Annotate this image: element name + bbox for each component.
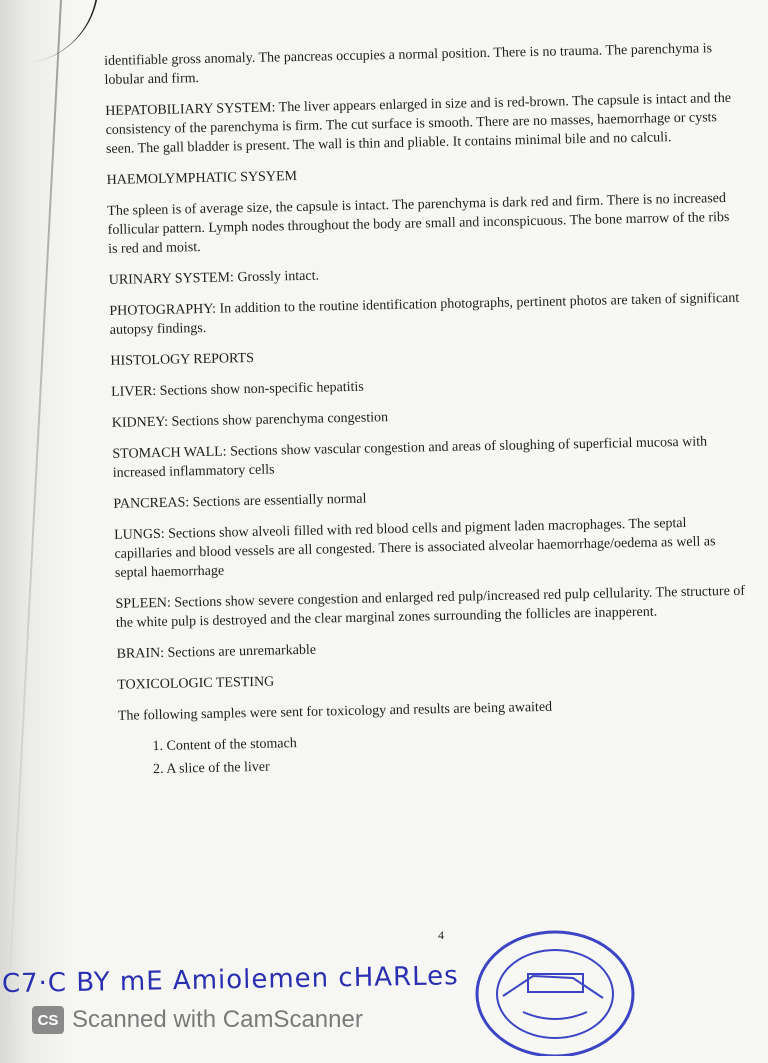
paragraph-spleen-gross: The spleen is of average size, the capsule is intact. The parenchyma is dark red and firm. There is no increased follicular pattern. Lymph nodes throughout the body are small and inconspicuous. The bone marrow of the ribs is red and moist. — [107, 191, 730, 257]
paragraph-brain-histology: BRAIN: Sections are unremarkable — [116, 642, 317, 662]
paragraph-pancreas-histology: PANCREAS: Sections are essentially normal — [113, 491, 367, 512]
list-item: 1. Content of the stomach — [152, 736, 297, 755]
paragraph-gross-anomaly: identifiable gross anomaly. The pancreas occupies a normal position. There is no trauma. The parenchyma is lobular and firm. — [104, 41, 713, 88]
page-number: 4 — [438, 928, 444, 942]
handwritten-certification: C7·C BY mE Amiolemen cHARLes — [1, 961, 459, 1000]
paragraph-lungs-histology: LUNGS: Sections show alveoli filled with red blood cells and pigment laden macrophages. The septal capillaries and blood vessels are all congested. There is associated alveolar haemorrhage/oedema as well as septal haemorrhage — [113, 515, 716, 581]
heading-histology: HISTOLOGY REPORTS — [110, 350, 255, 369]
paragraph-urinary: URINARY SYSTEM: Grossly intact. — [108, 268, 320, 288]
report-body — [104, 39, 749, 784]
toxicology-sample-list — [152, 725, 749, 779]
list-item: 2. A slice of the liver — [152, 759, 270, 778]
paragraph-kidney-histology: KIDNEY: Sections show parenchyma congestion — [111, 410, 389, 431]
camscanner-watermark — [32, 1004, 363, 1036]
camscanner-logo-icon: CS — [32, 1006, 64, 1034]
paragraph-hepatobiliary: HEPATOBILIARY SYSTEM: The liver appears enlarged in size and is red-brown. The capsule is intact and the consistency of the parenchyma is firm. The cut surface is smooth. There are no masses, haemorrhage or cysts seen. The gall bladder is present. The wall is thin and pliable. It contains minimal bile and no calculi. — [105, 90, 732, 157]
paragraph-photography: PHOTOGRAPHY: In addition to the routine identification photographs, pertinent photos are taken of significant autopsy findings. — [109, 290, 740, 338]
paragraph-spleen-histology: SPLEEN: Sections show severe congestion and enlarged red pulp/increased red pulp cellularity. The structure of the white pulp is destroyed and the clear marginal zones surrounding the follicles are inapperent. — [115, 583, 746, 631]
paragraph-liver-histology: LIVER: Sections show non-specific hepatitis — [110, 379, 364, 400]
heading-haemolymphatic: HAEMOLYMPHATIC SYSYEM — [106, 168, 298, 188]
paragraph-toxicology-samples: The following samples were sent for toxicology and results are being awaited — [117, 699, 553, 724]
paragraph-stomach-histology: STOMACH WALL: Sections show vascular congestion and areas of sloughing of superficial mucosa with increased inflammatory cells — [112, 434, 708, 481]
camscanner-text: Scanned with CamScanner — [72, 1006, 363, 1033]
paper-corner-curl — [0, 0, 111, 70]
heading-toxicology: TOXICOLOGIC TESTING — [117, 674, 275, 693]
paper-fold-line — [4, 0, 62, 1062]
